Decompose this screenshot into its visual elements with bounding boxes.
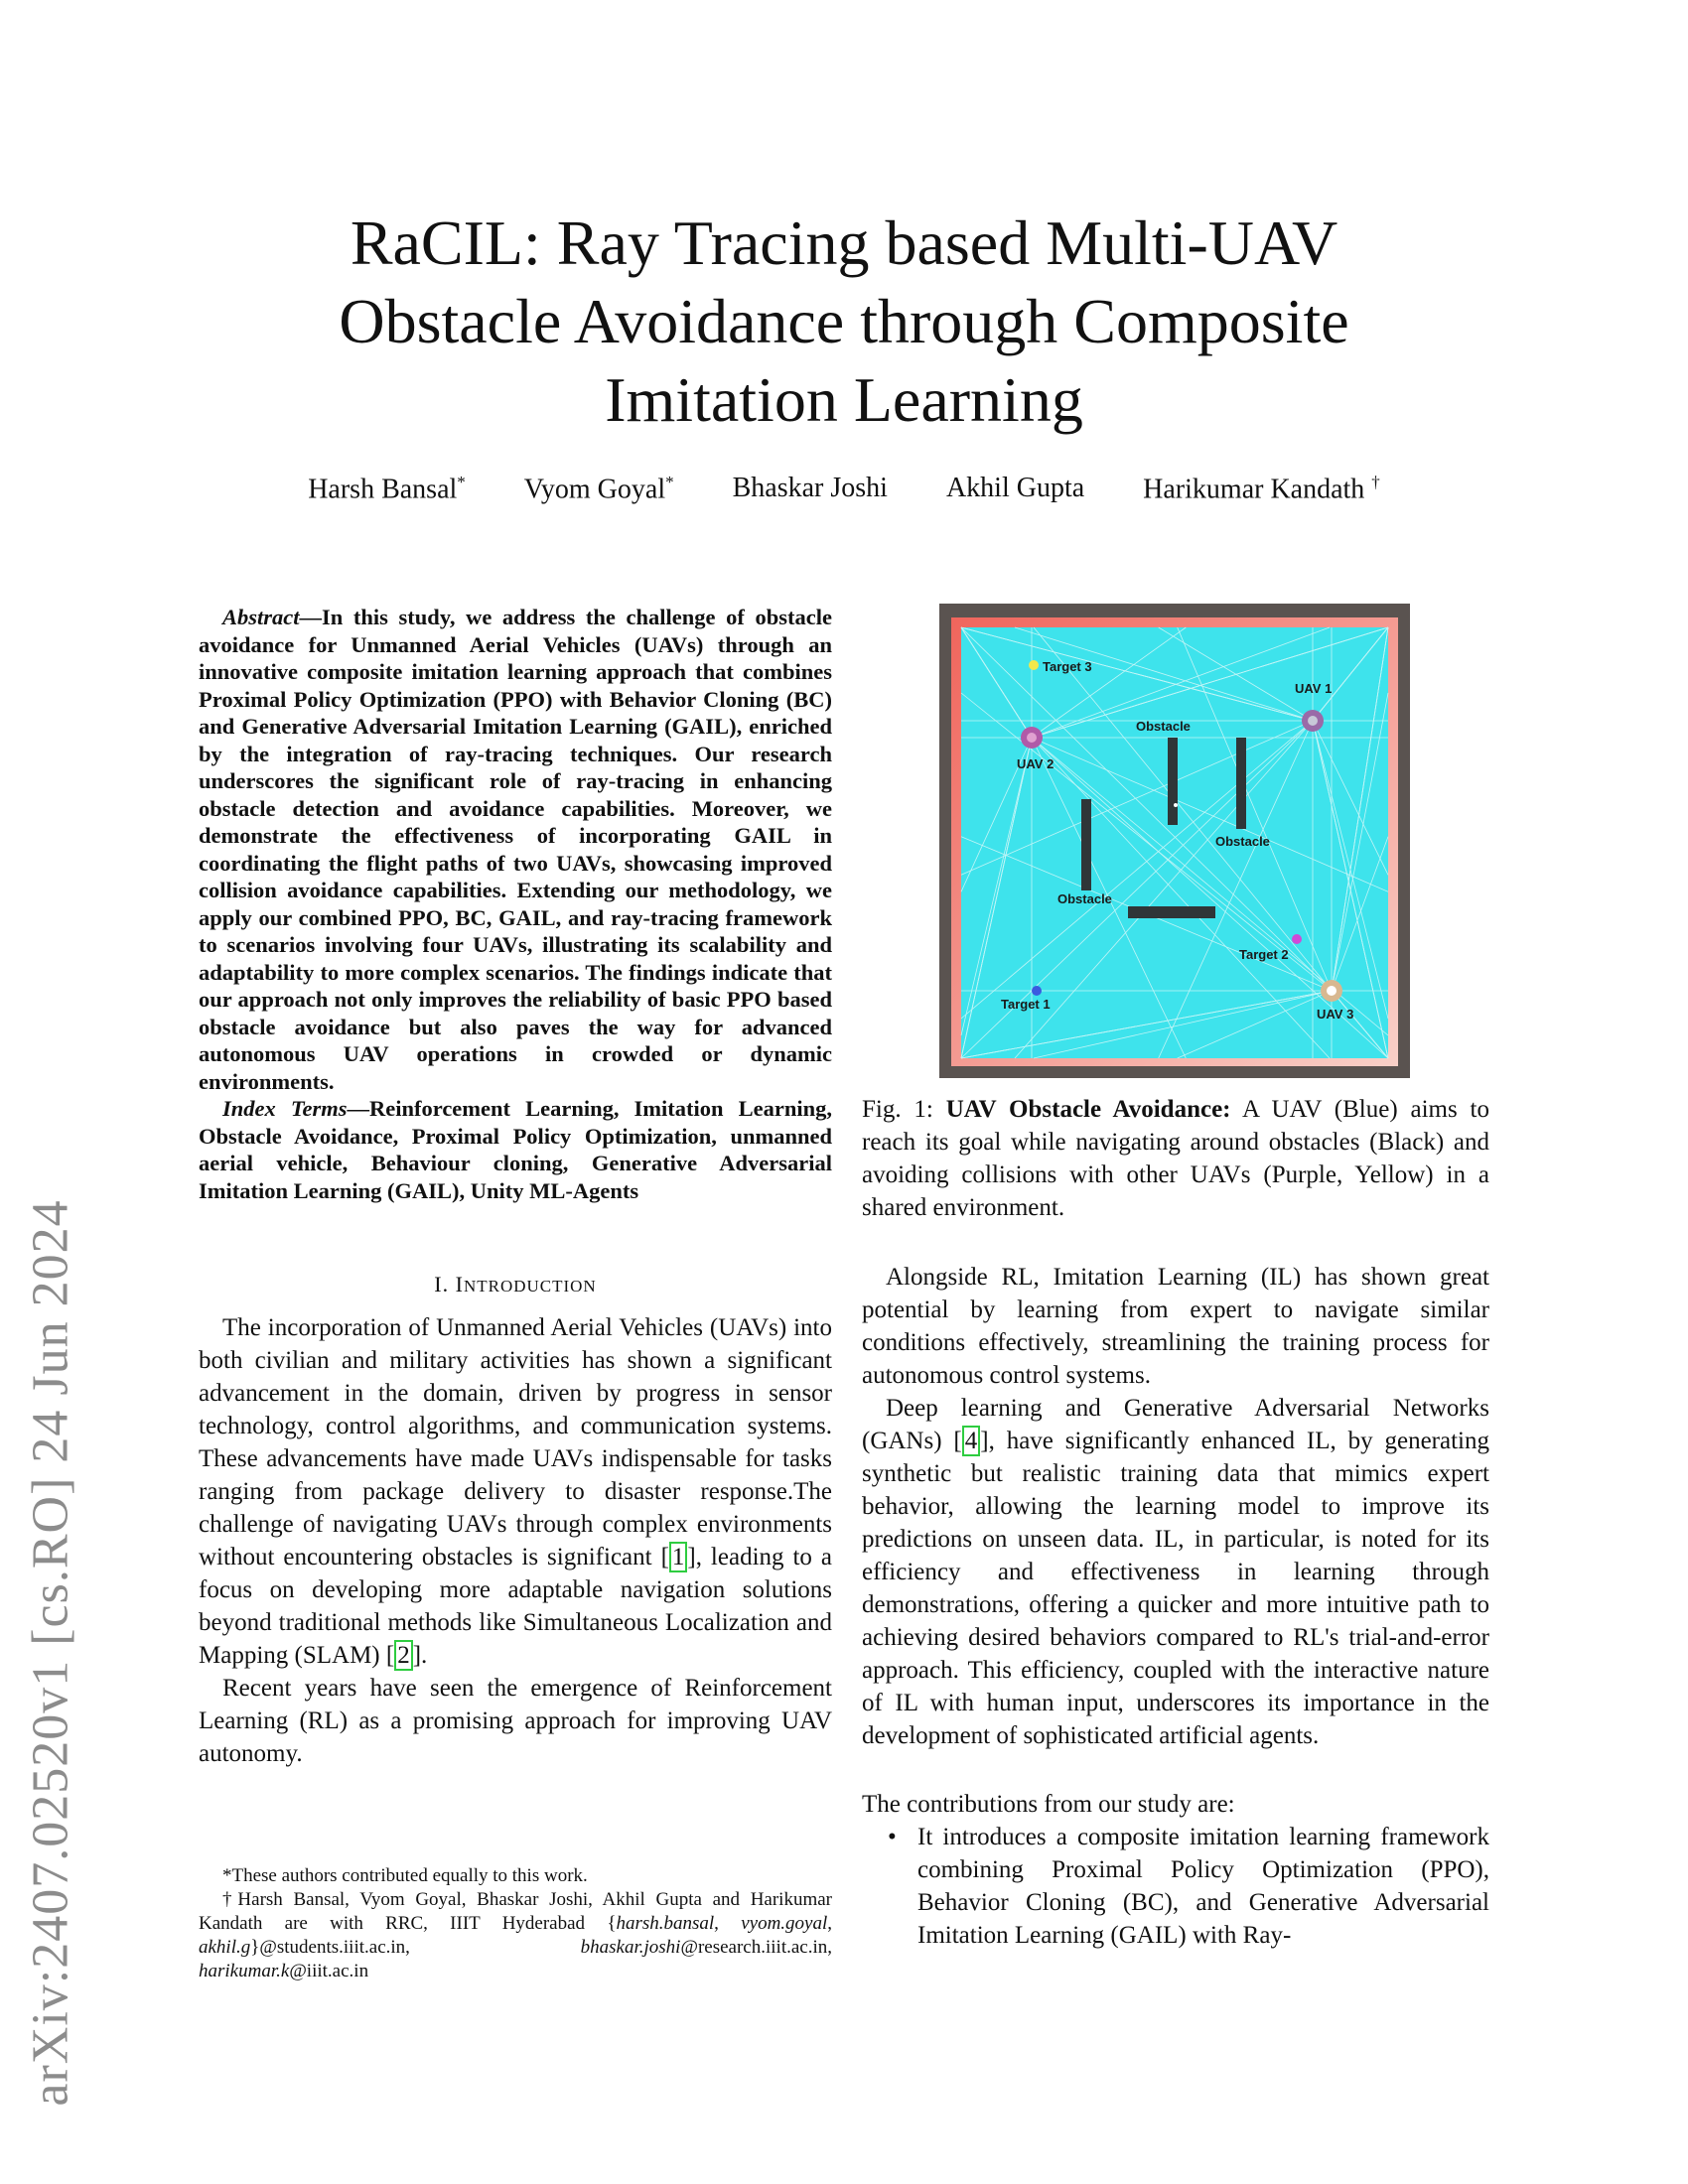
author bbox=[524, 473, 674, 505]
abstract-text: In this study, we address the challenge of obstacle avoidance for Unmanned Aerial Vehicles (UAVs) through an innovative composite imitation learning approach that combines Proximal Policy Optimization (PPO) with Behavior Cloning (BC) and Generative Adversarial Imitation Learning (GAIL), enriched by the integration of ray-tracing techniques. Our research underscores the significant role of ray-tracing in enhancing obstacle detection and avoidance capabilities. Moreover, we demonstrate the effectiveness of incorporating GAIL in coordinating the flight paths of two UAVs, showcasing improved collision avoidance capabilities. Extending our methodology, we apply our combined PPO, BC, GAIL, and ray-tracing framework to scenarios involving four UAVs, illustrating its scalability and adaptability to more complex scenarios. The findings indicate that our approach not only improves the reliability of basic PPO based obstacle avoidance but also paves the way for advanced autonomous UAV operations in crowded or dynamic environments. bbox=[199, 605, 832, 1094]
author bbox=[733, 473, 888, 505]
figure-uav-environment bbox=[939, 604, 1410, 1078]
label-target-2: Target 2 bbox=[1239, 947, 1289, 962]
right-paragraph-1: Alongside RL, Imitation Learning (IL) has shown great potential by learning from expert to navigate similar conditions effectively, streamlining the training process for autonomous control systems. bbox=[862, 1264, 1489, 1389]
target-2-marker bbox=[1292, 934, 1302, 944]
label-obstacle: Obstacle bbox=[1136, 719, 1191, 734]
label-obstacle: Obstacle bbox=[1215, 834, 1270, 849]
arxiv-id: arXiv:2407.02520v1 [cs.RO] 24 Jun 2024 bbox=[22, 1199, 79, 2107]
text-run: , have significantly enhanced IL, by generating synthetic but realistic training data that mimics expert behavior, allowing the learning model to improve its predictions on unseen data. IL, in particular, is noted for its efficiency and effectiveness in learning through demonstrations, offering a quicker and more intuitive path to achieving desired behaviors compared to RL's trial-and-error approach. This efficiency, coupled with the interactive nature of IL with human input, underscores its importance in the development of sophisticated artificial agents. bbox=[862, 1428, 1489, 1749]
list-item-text: It introduces a composite imitation learning framework combining Proximal Policy Optimization (PPO), Behavior Cloning (BC), and Generative Adversarial Imitation Learning (GAIL) with Ray- bbox=[917, 1824, 1489, 1949]
abstract-lead: Abstract bbox=[222, 605, 300, 629]
text-run: . bbox=[421, 1642, 428, 1669]
uav-2-drone bbox=[1021, 727, 1043, 749]
bullet-icon: • bbox=[888, 1824, 897, 1850]
caption-label: Fig. 1: bbox=[862, 1096, 946, 1123]
label-uav-2: UAV 2 bbox=[1017, 756, 1055, 771]
intro-paragraph-1: The incorporation of Unmanned Aerial Vehicles (UAVs) into both civilian and military activities has shown a significant advancement in the domain, driven by progress in sensor technology, control algorithms, and communication systems. These advancements have made UAVs indispensable for tasks ranging from package delivery to disaster response.The challenge of navigating UAVs through complex environments without encountering obstacles is significant [ 1 ], leading to a focus on developing more adaptable navigation solutions beyond traditional methods like Simultaneous Localization and Mapping (SLAM) [ 2 ]. bbox=[199, 1314, 832, 1669]
label-target-1: Target 1 bbox=[1001, 997, 1051, 1012]
label-uav-1: UAV 1 bbox=[1295, 681, 1333, 696]
text-run: Deep learning and Generative Adversarial Networks (GANs) bbox=[862, 1395, 1489, 1454]
author bbox=[308, 473, 466, 505]
text-run: , bbox=[827, 1913, 833, 1934]
citation-link[interactable]: 2 bbox=[394, 1640, 413, 1671]
obstacle-block bbox=[1168, 738, 1178, 825]
uav-3-drone bbox=[1321, 980, 1342, 1002]
email-user: bhaskar.joshi bbox=[580, 1937, 681, 1958]
right-column-body bbox=[862, 1261, 1489, 1952]
title-line-3: Imitation Learning bbox=[605, 364, 1083, 435]
author bbox=[1143, 473, 1380, 505]
uav-1-drone bbox=[1302, 710, 1324, 732]
target-1-marker bbox=[1032, 986, 1042, 996]
caption-text: A UAV (Blue) aims to reach its goal while navigating around obstacles (Black) and avoiding collisions with other UAVs (Purple, Yellow) in a shared environment. bbox=[862, 1096, 1489, 1221]
label-obstacle: Obstacle bbox=[1057, 891, 1112, 906]
paper-title bbox=[199, 204, 1489, 439]
email-user: harsh.bansal bbox=[616, 1913, 715, 1934]
obstacle-block bbox=[1236, 738, 1246, 829]
obstacle-block bbox=[1081, 799, 1091, 890]
author-name: Akhil Gupta bbox=[945, 473, 1085, 503]
index-terms-lead: Index Terms bbox=[222, 1096, 348, 1121]
index-terms-dash: — bbox=[347, 1096, 369, 1121]
author-list bbox=[199, 473, 1489, 505]
email-user: vyom.goyal bbox=[741, 1913, 828, 1934]
label-target-3: Target 3 bbox=[1043, 659, 1092, 674]
title-line-1: RaCIL: Ray Tracing based Multi-UAV bbox=[350, 207, 1338, 278]
author-name: Harsh Bansal bbox=[308, 474, 458, 505]
contributions-list bbox=[862, 1821, 1489, 1952]
author-mark: * bbox=[665, 473, 674, 491]
section-heading-introduction bbox=[199, 1272, 832, 1297]
author-mark: * bbox=[457, 473, 466, 491]
citation-link[interactable]: 4 bbox=[962, 1426, 981, 1456]
obstacle-block bbox=[1128, 906, 1215, 918]
left-column bbox=[199, 604, 832, 1770]
email-user: harikumar.k bbox=[199, 1961, 290, 1981]
abstract-dash: — bbox=[299, 605, 323, 629]
text-run: , leading to a focus on developing more adaptable navigation solutions beyond traditional methods like Simultaneous Localization and Mapping (SLAM) bbox=[199, 1544, 832, 1669]
title-line-2: Obstacle Avoidance through Composite bbox=[339, 286, 1349, 356]
intro-paragraph-2: Recent years have seen the emergence of Reinforcement Learning (RL) as a promising approach for improving UAV autonomy. bbox=[199, 1675, 832, 1767]
target-3-marker bbox=[1029, 660, 1039, 670]
abstract bbox=[199, 604, 832, 1204]
footnote-equal-contribution: *These authors contributed equally to this work. bbox=[222, 1865, 588, 1886]
list-item bbox=[862, 1821, 1489, 1952]
section-title-rest: NTRODUCTION bbox=[463, 1277, 597, 1296]
label-uav-3: UAV 3 bbox=[1317, 1007, 1354, 1022]
right-paragraph-2: Deep learning and Generative Adversarial Networks (GANs) [ 4 ], have significantly enhanced IL, by generating synthetic but realistic training data that mimics expert behavior, allowing the learning model to improve its predictions on unseen data. IL, in particular, is noted for its efficiency and effectiveness in learning through demonstrations, offering a quicker and more intuitive path to achieving desired behaviors compared to RL's trial-and-error approach. This efficiency, coupled with the interactive nature of IL with human input, underscores its importance in the development of sophisticated artificial agents. bbox=[862, 1395, 1489, 1749]
figure-caption bbox=[862, 1093, 1489, 1224]
section-initial: I bbox=[455, 1272, 464, 1297]
citation-link[interactable]: 1 bbox=[669, 1542, 688, 1572]
arxiv-stamp bbox=[22, 576, 79, 2107]
author-mark: † bbox=[1371, 473, 1380, 491]
text-run: , bbox=[714, 1913, 742, 1934]
text-run: @iiit.ac.in bbox=[289, 1961, 369, 1981]
index-terms-text: Reinforcement Learning, Imitation Learning, Obstacle Avoidance, Proximal Policy Optimization, unmanned aerial vehicle, Behaviour cloning, Generative Adversarial Imitation Learning (GAIL), Unity ML-Agents bbox=[199, 1096, 832, 1203]
text-run: @research.iiit.ac.in, bbox=[680, 1937, 832, 1958]
author-name: Bhaskar Joshi bbox=[732, 473, 888, 503]
email-user: akhil.g bbox=[199, 1937, 251, 1958]
section-number: I. bbox=[434, 1272, 450, 1297]
text-run: †Harsh Bansal, Vyom Goyal, Bhaskar Joshi, Akhil Gupta and Harikumar Kandath are with RRC, IIIT Hyderabad { bbox=[199, 1889, 832, 1934]
text-run: The incorporation of Unmanned Aerial Vehicles (UAVs) into both civilian and military activities has shown a significant advancement in the domain, driven by progress in sensor technology, control algorithms, and communication systems. These advancements have made UAVs indispensable for tasks ranging from package delivery to disaster response.The challenge of navigating UAVs through complex environments without encountering obstacles is significant bbox=[199, 1314, 832, 1570]
footnotes bbox=[199, 1864, 832, 1983]
author bbox=[946, 473, 1084, 505]
text-run: }@students.iiit.ac.in, bbox=[250, 1937, 581, 1958]
contributions-intro: The contributions from our study are: bbox=[862, 1791, 1235, 1818]
environment-render bbox=[939, 604, 1410, 1078]
footnote-affiliation bbox=[199, 1888, 832, 1983]
author-name: Harikumar Kandath bbox=[1143, 474, 1365, 505]
author-name: Vyom Goyal bbox=[523, 474, 666, 505]
caption-title: UAV Obstacle Avoidance: bbox=[945, 1096, 1231, 1123]
marker-dot bbox=[1174, 803, 1178, 807]
